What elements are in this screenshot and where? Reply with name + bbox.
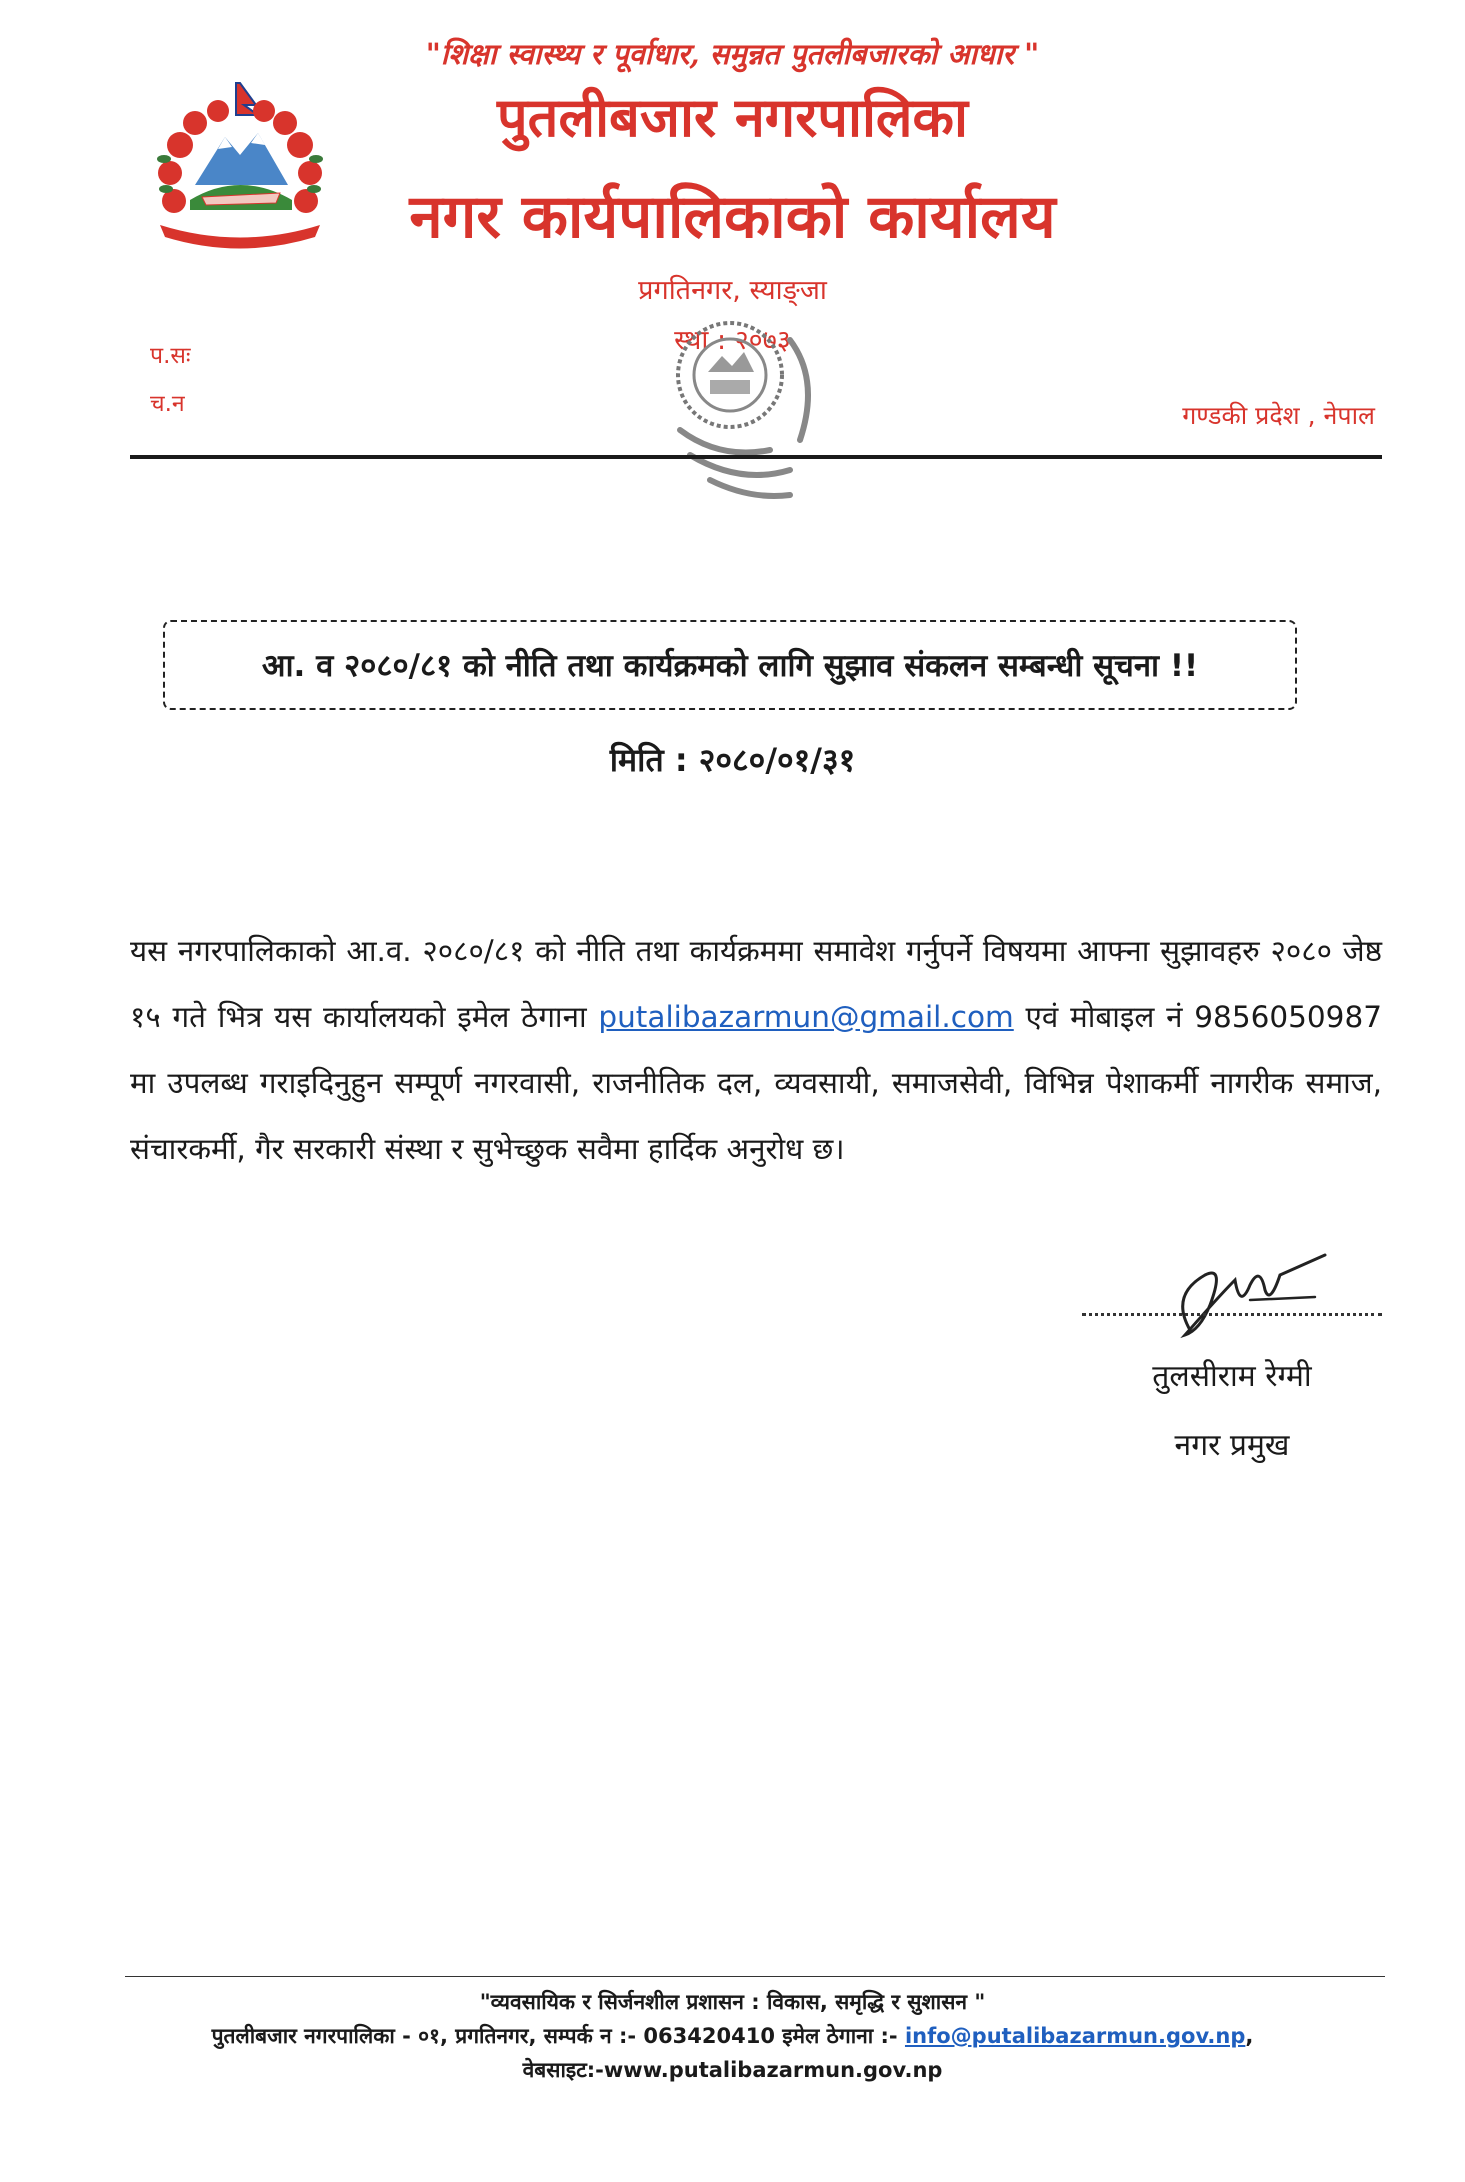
email-link[interactable]: putalibazarmun@gmail.com — [598, 1000, 1014, 1034]
dispatch-number-label: च.न — [150, 391, 185, 417]
notice-body-part2: एवं मोबाइल नं 9856050987 मा उपलब्ध गराइदिनुहुन सम्पूर्ण नगरवासी, राजनीतिक दल, व्यवसायी, समाजसेवी, विभिन्न पेशाकर्मी नागरीक समाज, संचारकर्मी, गैर सरकारी संस्था र सुभेच्छुक सवैमा हार्दिक अनुरोध छ। — [130, 1000, 1382, 1166]
signatory-name: तुलसीराम रेग्मी — [1152, 1359, 1312, 1394]
footer-slogan: "व्यवसायिक र सिर्जनशील प्रशासन : विकास, समृद्धि र सुशासन " — [479, 1990, 986, 2014]
signature-line — [1082, 1313, 1382, 1316]
footer-contact-suffix: , — [1245, 2024, 1254, 2048]
notice-date: मिति : २०८०/०१/३१ — [609, 741, 856, 779]
footer-website[interactable]: वेबसाइट:-www.putalibazarmun.gov.np — [522, 2058, 943, 2082]
notice-title: आ. व २०८०/८१ को नीति तथा कार्यक्रमको लागि सुझाव संकलन सम्बन्धी सूचना !! — [261, 648, 1199, 684]
header-divider — [130, 455, 1382, 459]
letterhead-motto: "शिक्षा स्वास्थ्य र पूर्वाधार, समुन्नत पुतलीबजारको आधार " — [425, 37, 1040, 71]
signatory-title: नगर प्रमुख — [1174, 1428, 1290, 1463]
handwritten-signature-icon — [1150, 1235, 1330, 1345]
notice-body — [130, 918, 1382, 1182]
footer-divider — [125, 1976, 1385, 1977]
organization-name: पुतलीबजार नगरपालिका — [497, 86, 968, 149]
footer-contact-text: पुतलीबजार नगरपालिका - ०१, प्रगतिनगर, सम्पर्क न :- 063420410 इमेल ठेगाना :- — [211, 2024, 905, 2048]
established-year: स्था : २०७३ — [674, 325, 791, 356]
office-name: नगर कार्यपालिकाको कार्यालय — [409, 182, 1056, 252]
reference-number-label: प.सः — [150, 343, 191, 369]
notice-body-part1: यस नगरपालिकाको आ.व. २०८०/८१ को नीति तथा कार्यक्रममा समावेश गर्नुपर्ने विषयमा आफ्ना सुझावहरु २०८० जेष्ठ १५ गते भित्र यस कार्यालयको इमेल ठेगाना — [130, 934, 1382, 1034]
office-seal-stamp-icon — [650, 300, 870, 520]
footer-contact — [0, 2022, 1465, 2050]
notice-title-box — [163, 620, 1297, 710]
office-location: प्रगतिनगर, स्याङ्जा — [638, 275, 827, 306]
province-country: गण्डकी प्रदेश , नेपाल — [1182, 401, 1375, 430]
footer-email-link[interactable]: info@putalibazarmun.gov.np — [904, 2024, 1246, 2048]
